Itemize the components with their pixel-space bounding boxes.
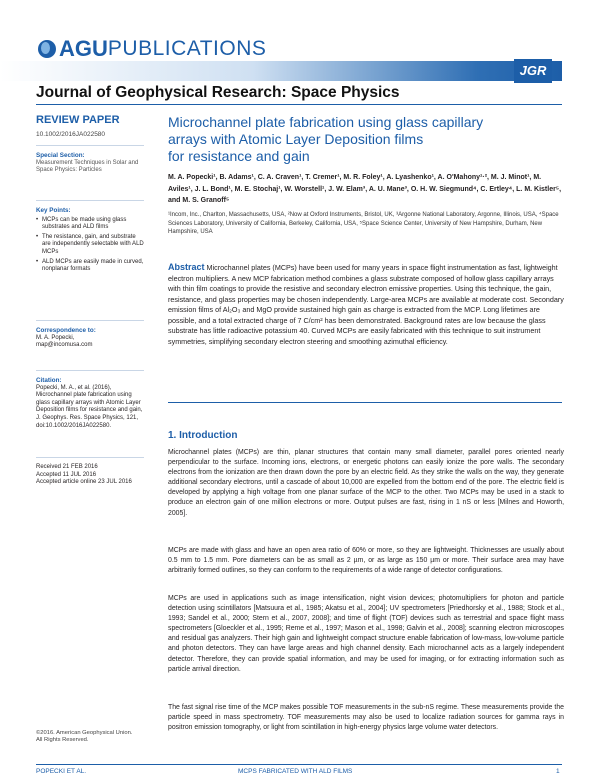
- body-paragraph: MCPs are used in applications such as image intensification, night vision devices; photomultipliers for photon and particle detection using scintillators [Matsuura et al., 1985; Akatsu et al., 2004]; UV spectrometers [Priedhorsky et al., 1988; Stock et al., 1993; Sandel et al., 2000; Stern et al., 2007, 2008]; and time of flight (TOF) devices such as terrestrial and space flight mass spectrometers [Gloeckler et al., 1995; Reme et al., 1997; Mason et al., 1998; Galvin et al., 2008]; scanning electron microscopes and residual gas analyzers. Their high gain and lightweight compact structure enable fabrication of low-mass, low-volume particle and photon detectors. They can have large areas and high channel density. Each microchannel acts as a largely independent detector. Therefore, they can provide spatial information, and may be used for imaging, or for extracting information such as particle arrival direction.: [168, 595, 564, 673]
- author-list: M. A. Popecki¹, B. Adams¹, C. A. Craven¹, T. Cremer¹, M. R. Foley¹, A. Lyashenko¹, A. O'Mahony¹·², M. J. Minot¹, M. Aviles¹, J. L. Bond¹, M. E. Stochaj¹, W. Worstell¹, J. W. Elam³, A. U. Mane³, O. H. W. Siegmund⁴, C. Ertley⁴, L. M. Kistler⁵, and M. S. Granoff⁵: [168, 174, 562, 204]
- section-heading: 1. Introduction: [168, 430, 238, 441]
- title-line: Microchannel plate fabrication using glass capillary: [168, 114, 484, 130]
- footer-rule: [36, 764, 562, 765]
- header-band: [0, 61, 562, 81]
- citation: [36, 377, 146, 430]
- received-date: Received 21 FEB 2016: [36, 464, 98, 470]
- doi-link[interactable]: 10.1002/2016JA022580: [36, 131, 106, 138]
- key-points: [36, 207, 146, 276]
- globe-icon: [38, 40, 56, 58]
- paper-type: REVIEW PAPER: [36, 114, 120, 126]
- abstract: [168, 262, 564, 347]
- header-rule: [36, 104, 562, 105]
- abstract-label: Abstract: [168, 262, 205, 272]
- agu-logo: [38, 38, 266, 60]
- key-point: • ALD MCPs are easily made in curved, nonplanar formats: [42, 259, 146, 274]
- dates: [36, 464, 146, 487]
- sidebar-divider: [36, 200, 144, 201]
- special-section-heading: Special Section:: [36, 152, 85, 159]
- correspondence-heading: Correspondence to:: [36, 327, 96, 334]
- title-line: arrays with Atomic Layer Deposition films: [168, 131, 424, 147]
- title-line: for resistance and gain: [168, 148, 310, 164]
- key-point: • The resistance, gain, and substrate are independently selectable with ALD MCPs: [42, 234, 146, 257]
- special-section: [36, 152, 146, 175]
- page-number: 1: [556, 768, 560, 775]
- logo-publications-text: PUBLICATIONS: [107, 37, 267, 60]
- copyright-line: ©2016. American Geophysical Union.: [36, 730, 133, 736]
- citation-text: Popecki, M. A., et al. (2016), Microchannel plate fabrication using glass capillary arrays with Atomic Layer Deposition films for resistance and gain, J. Geophys. Res. Space Physics, 121, doi:10.1002/2016JA022580.: [36, 384, 143, 429]
- online-date: Accepted article online 23 JUL 2016: [36, 479, 132, 486]
- logo-agu-text: AGU: [59, 36, 108, 61]
- special-section-text: Measurement Techniques in Solar and Space Physics: Particles: [36, 159, 139, 174]
- abstract-rule: [168, 402, 562, 403]
- body-paragraph: MCPs are made with glass and have an open area ratio of 60% or more, so they are lightweight. Thicknesses are usually about 0.5 mm to 1.5 mm. Pore diameters can be as small as 2 µm, or as large as 150 µm or more. Their surface area may have arbitrarily formed outlines, so they can conform to the requirements of a wide range of detector configurations.: [168, 547, 564, 575]
- article-title: [168, 114, 558, 165]
- correspondence: [36, 327, 146, 350]
- correspondence-email[interactable]: map@incomusa.com: [36, 342, 93, 349]
- footer-authors: POPECKI ET AL.: [36, 768, 87, 775]
- jgr-badge: JGR: [514, 59, 552, 83]
- accepted-date: Accepted 11 JUL 2016: [36, 471, 97, 478]
- sidebar-divider: [36, 145, 144, 146]
- affiliations: ¹Incom, Inc., Charlton, Massachusetts, USA, ²Now at Oxford Instruments, Bristol, UK, ³Argonne National Laboratory, Argonne, Illinois, USA, ⁴Space Sciences Laboratory, University of California, Berkeley, California, USA, ⁵Space Science Center, University of New Hampshire, Durham, New Hampshire, USA: [168, 212, 559, 235]
- body-paragraph: The fast signal rise time of the MCP makes possible TOF measurements in the sub-nS regime. These measurements provide the particle speed in mass spectrometry. TOF measurements may also be used to localize radiation sources for gamma rays in positron emission tomography, or light from scintillation in high-energy physics large volume water detectors.: [168, 704, 564, 732]
- body-paragraph: Microchannel plates (MCPs) are thin, planar structures that contain many small diameter, parallel pores oriented nearly perpendicular to the surface. Incoming ions, electrons, or energetic photons can easily ionize the pore walls. The secondary electrons from the ionization are then drawn down the pore by an electric field. As they strike the walls on the way, they generate additional secondary electrons, until a cascade of about 10,000 are expelled from the bottom end of the pore. The electric field is developed by applying a high voltage from one planar surface of the MCP to the other. Two MCPs may be used in a stack to produce an electron gain of one million electrons or more. Output pulses are fast, rising in 1 nS or less [Milnes and Howorth, 2005].: [168, 449, 564, 517]
- sidebar-divider: [36, 370, 144, 371]
- abstract-text: Microchannel plates (MCPs) have been used for many years in space flight instrumentation as fast, lightweight electron multipliers. A new MCP fabrication method combines a glass substrate composed of hollow glass capillary arrays with thin film coatings to provide the resistive and secondary electron emissive properties. Using this technique, the gain, resistance, and glass properties may be chosen independently. Large-area MCPs are available at moderate cost. Secondary emission films of Al₂O₃ and MgO provide sustained high gain as charge is extracted from the MCP. Long lifetimes are possible, and a total extracted charge of 7 C/cm² has been demonstrated. Background rates are low because the glass substrate has little radioactive potassium 40. Curved MCPs are easily fabricated with this technique to suit instrument symmetries, simplifying secondary electron steering and smoothing azimuthal efficiency.: [168, 263, 564, 346]
- footer-running-title: MCPS FABRICATED WITH ALD FILMS: [238, 768, 353, 775]
- sidebar-divider: [36, 320, 144, 321]
- key-point: • MCPs can be made using glass substrates and ALD films: [42, 217, 146, 232]
- citation-heading: Citation:: [36, 377, 62, 384]
- key-points-heading: Key Points:: [36, 207, 71, 214]
- correspondence-name: M. A. Popecki,: [36, 334, 75, 341]
- copyright-line: All Rights Reserved.: [36, 737, 89, 744]
- copyright: [36, 730, 156, 745]
- journal-title: Journal of Geophysical Research: Space Physics: [36, 84, 400, 101]
- sidebar-divider: [36, 457, 144, 458]
